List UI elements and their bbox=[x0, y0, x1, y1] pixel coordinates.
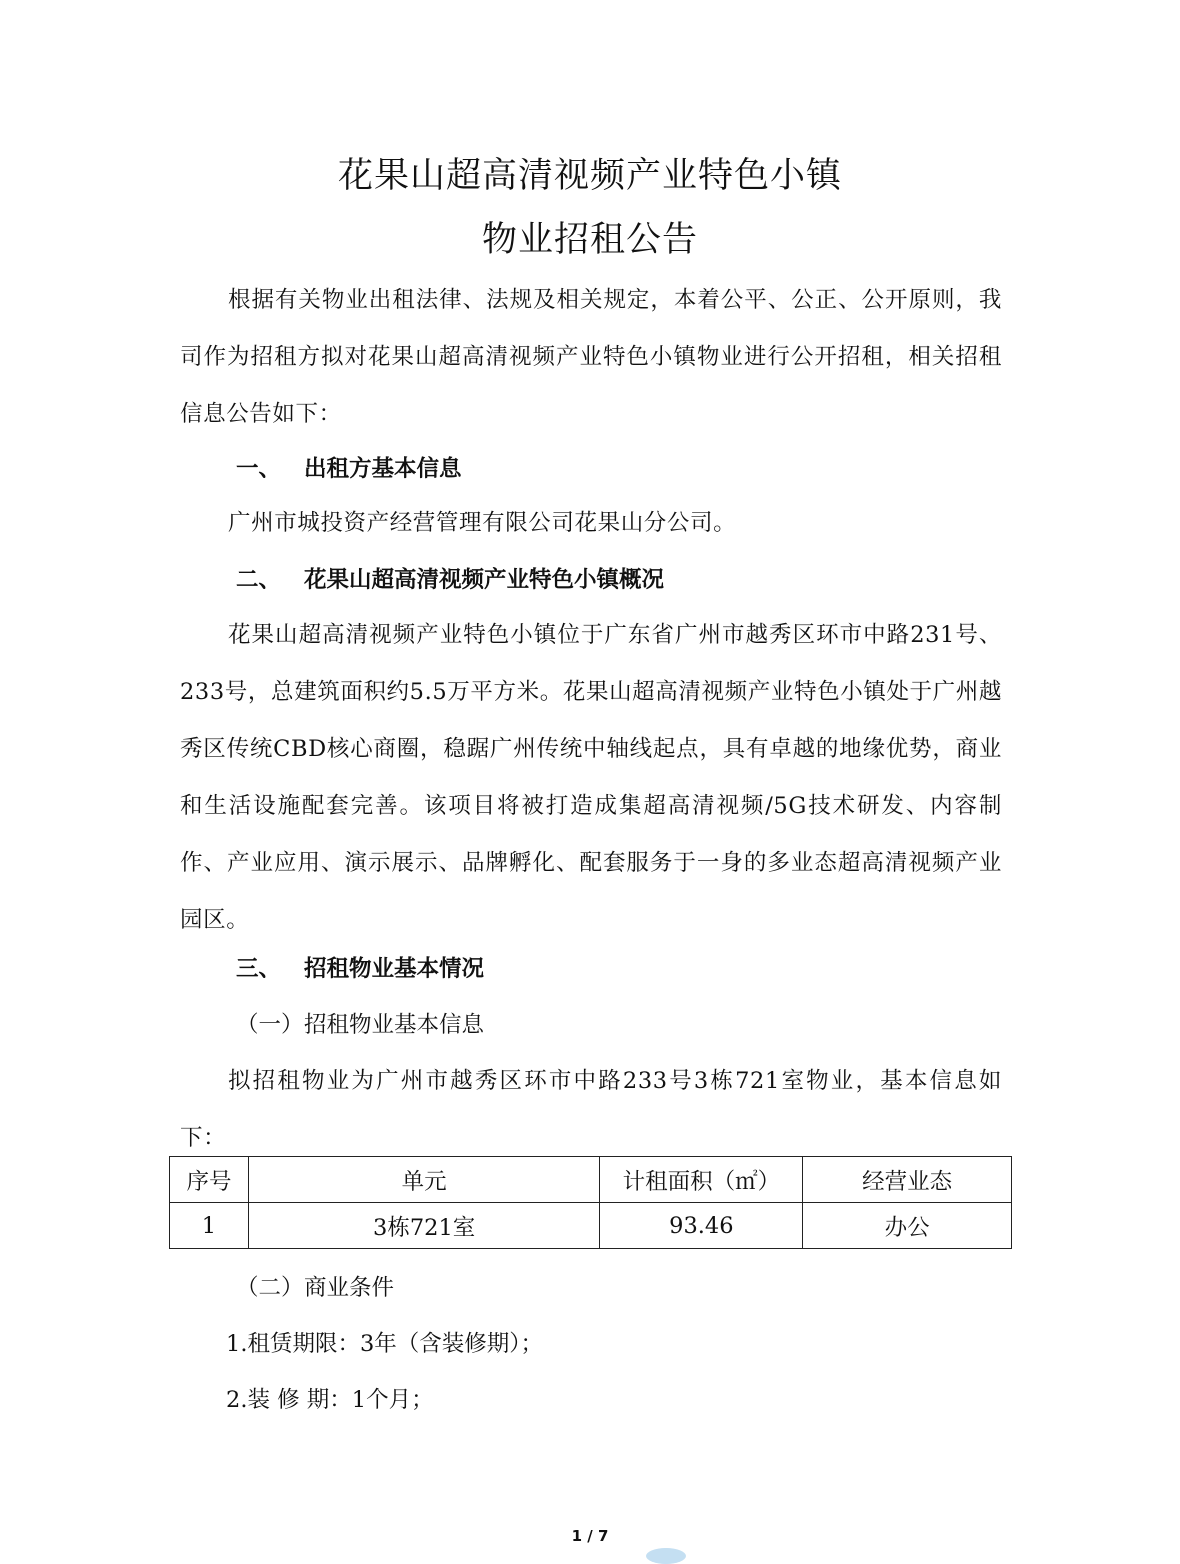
table-row bbox=[170, 1203, 1012, 1249]
subsection-2-number: （二） bbox=[236, 1275, 304, 1301]
title-line-1: 花果山超高清视频产业特色小镇 bbox=[337, 156, 842, 196]
section-1-number: 一、 bbox=[236, 456, 282, 482]
property-table bbox=[169, 1156, 1012, 1249]
table-header-cell: 单元 bbox=[248, 1157, 600, 1203]
table-cell: 93.46 bbox=[600, 1203, 803, 1249]
section-1-body: 广州市城投资产经营管理有限公司花果山分公司。 bbox=[228, 510, 737, 536]
section-2-number: 二、 bbox=[236, 567, 282, 593]
intro-paragraph: 根据有关物业出租法律、法规及相关规定，本着公平、公正、公开原则，我司作为招租方拟对花果山超高清视频产业特色小镇物业进行公开招租，相关招租信息公告如下： bbox=[180, 287, 1002, 427]
section-2-heading bbox=[236, 564, 664, 596]
title-line-2: 物业招租公告 bbox=[481, 220, 698, 260]
footer-decoration bbox=[646, 1548, 686, 1564]
section-3-title: 招租物业基本情况 bbox=[304, 956, 485, 982]
subsection-2-title: 商业条件 bbox=[304, 1275, 395, 1301]
condition-item: 2.装 修 期：1个月； bbox=[226, 1387, 434, 1413]
table-header-cell: 序号 bbox=[170, 1157, 249, 1203]
table-cell: 1 bbox=[170, 1203, 249, 1249]
table-cell: 3栋721室 bbox=[248, 1203, 600, 1249]
table-header-cell: 计租面积（㎡） bbox=[600, 1157, 803, 1203]
section-3-number: 三、 bbox=[236, 956, 282, 982]
subsection-1-body: 拟招租物业为广州市越秀区环市中路233号3栋721室物业，基本信息如下： bbox=[180, 1068, 1002, 1151]
subsection-1-heading bbox=[236, 1009, 484, 1041]
section-1-title: 出租方基本信息 bbox=[304, 456, 462, 482]
section-2-title: 花果山超高清视频产业特色小镇概况 bbox=[304, 567, 665, 593]
condition-item: 1.租赁期限：3年（含装修期）； bbox=[226, 1331, 544, 1357]
table-header-cell: 经营业态 bbox=[803, 1157, 1012, 1203]
section-2-body: 花果山超高清视频产业特色小镇位于广东省广州市越秀区环市中路231号、233号，总建筑面积约5.5万平方米。花果山超高清视频产业特色小镇处于广州越秀区传统CBD核心商圈，稳踞广州传统中轴线起点，具有卓越的地缘优势，商业和生活设施配套完善。该项目将被打造成集超高清视频/5G技术研发、内容制作、产业应用、演示展示、品牌孵化、配套服务于一身的多业态超高清视频产业园区。 bbox=[180, 622, 1002, 933]
subsection-1-number: （一） bbox=[236, 1012, 304, 1038]
subsection-1-title: 招租物业基本信息 bbox=[304, 1012, 485, 1038]
section-1-heading bbox=[236, 453, 462, 485]
table-cell: 办公 bbox=[803, 1203, 1012, 1249]
section-3-heading bbox=[236, 953, 484, 985]
subsection-2-heading bbox=[236, 1272, 394, 1304]
table-header-row bbox=[170, 1157, 1012, 1203]
page-number: 1 / 7 bbox=[571, 1527, 609, 1545]
